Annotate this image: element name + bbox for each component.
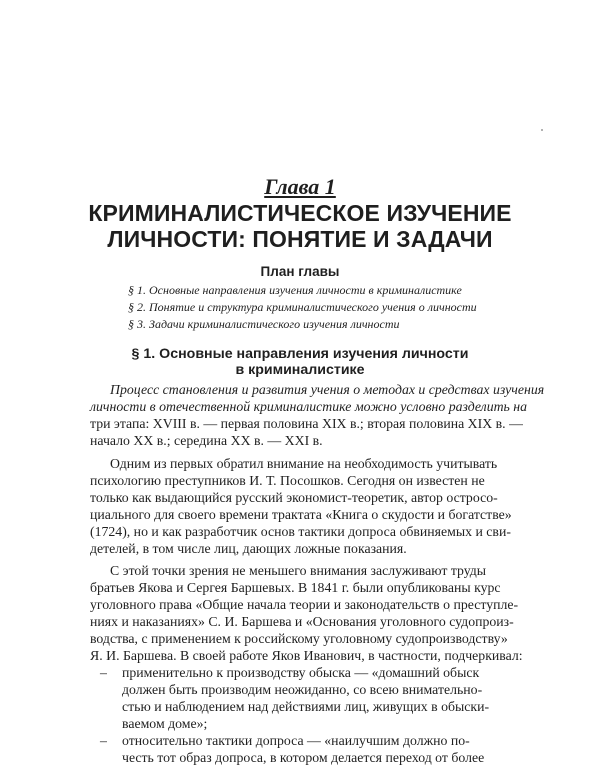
list-item-line: должен быть производим неожиданно, со всею внимательно- bbox=[122, 682, 483, 697]
plan-title: План главы bbox=[260, 264, 340, 279]
print-speck bbox=[541, 129, 543, 131]
paragraph-line: Одним из первых обратил внимание на необходимость учитывать bbox=[110, 456, 498, 471]
list-item-line: стью и наблюдением над действиями лиц, живущих в обыски- bbox=[122, 699, 490, 714]
intro-line: начало XX в.; середина XX в. — XXI в. bbox=[90, 433, 323, 448]
list-dash: – bbox=[100, 665, 107, 680]
paragraph-line: циального для своего времени трактата «Книга о скудости и богатстве» bbox=[90, 507, 512, 522]
paragraph-line: психологию преступников И. Т. Посошков. Сегодня он известен не bbox=[90, 473, 485, 488]
paragraph-line: детелей, в том числе лиц, дающих ложные показания. bbox=[90, 541, 407, 556]
plan-item: § 1. Основные направления изучения личности в криминалистике bbox=[128, 283, 462, 297]
list-item-line: относительно тактики допроса — «наилучшим должно по- bbox=[122, 733, 470, 748]
list-item-line: честь тот образ допроса, в котором делается переход от более bbox=[122, 750, 485, 765]
list-item-line: ваемом доме»; bbox=[122, 716, 208, 731]
paragraph-line: только как выдающийся русский экономист-теоретик, автор остросо- bbox=[90, 490, 498, 505]
paragraph-line: братьев Якова и Сергея Баршевых. В 1841 г. были опубликованы курс bbox=[90, 580, 501, 595]
section-heading-line: в криминалистике bbox=[235, 362, 365, 378]
paragraph-line: (1724), но и как разработчик основ тактики допроса обвиняемых и сви- bbox=[90, 524, 511, 539]
paragraph-line: водства, с применением к российскому уголовному судопроизводству» bbox=[90, 631, 508, 646]
chapter-title-line: ЛИЧНОСТИ: ПОНЯТИЕ И ЗАДАЧИ bbox=[107, 226, 493, 252]
paragraph-line: Я. И. Баршева. В своей работе Яков Иванович, в частности, подчеркивал: bbox=[90, 648, 523, 663]
list-dash: – bbox=[100, 733, 107, 748]
intro-line: Процесс становления и развития учения о методах и средствах изучения bbox=[110, 382, 545, 397]
plan-item: § 2. Понятие и структура криминалистического учения о личности bbox=[128, 300, 477, 314]
intro-line: три этапа: XVIII в. — первая половина XIX в.; вторая половина XIX в. — bbox=[90, 416, 523, 431]
chapter-label: Глава 1 bbox=[264, 174, 336, 199]
paragraph-line: С этой точки зрения не меньшего внимания заслуживают труды bbox=[110, 563, 487, 578]
paragraph-line: уголовного права «Общие начала теории и законодательств о преступле- bbox=[90, 597, 519, 612]
plan-item: § 3. Задачи криминалистического изучения личности bbox=[128, 317, 400, 331]
section-heading-line: § 1. Основные направления изучения личности bbox=[131, 346, 469, 362]
paragraph-line: ниях и наказаниях» С. И. Баршева и «Основания уголовного судопроиз- bbox=[90, 614, 514, 629]
chapter-title-line: КРИМИНАЛИСТИЧЕСКОЕ ИЗУЧЕНИЕ bbox=[88, 200, 512, 226]
list-item-line: применительно к производству обыска — «домашний обыск bbox=[122, 665, 480, 680]
intro-line: личности в отечественной криминалистике можно условно разделить на bbox=[90, 399, 528, 414]
